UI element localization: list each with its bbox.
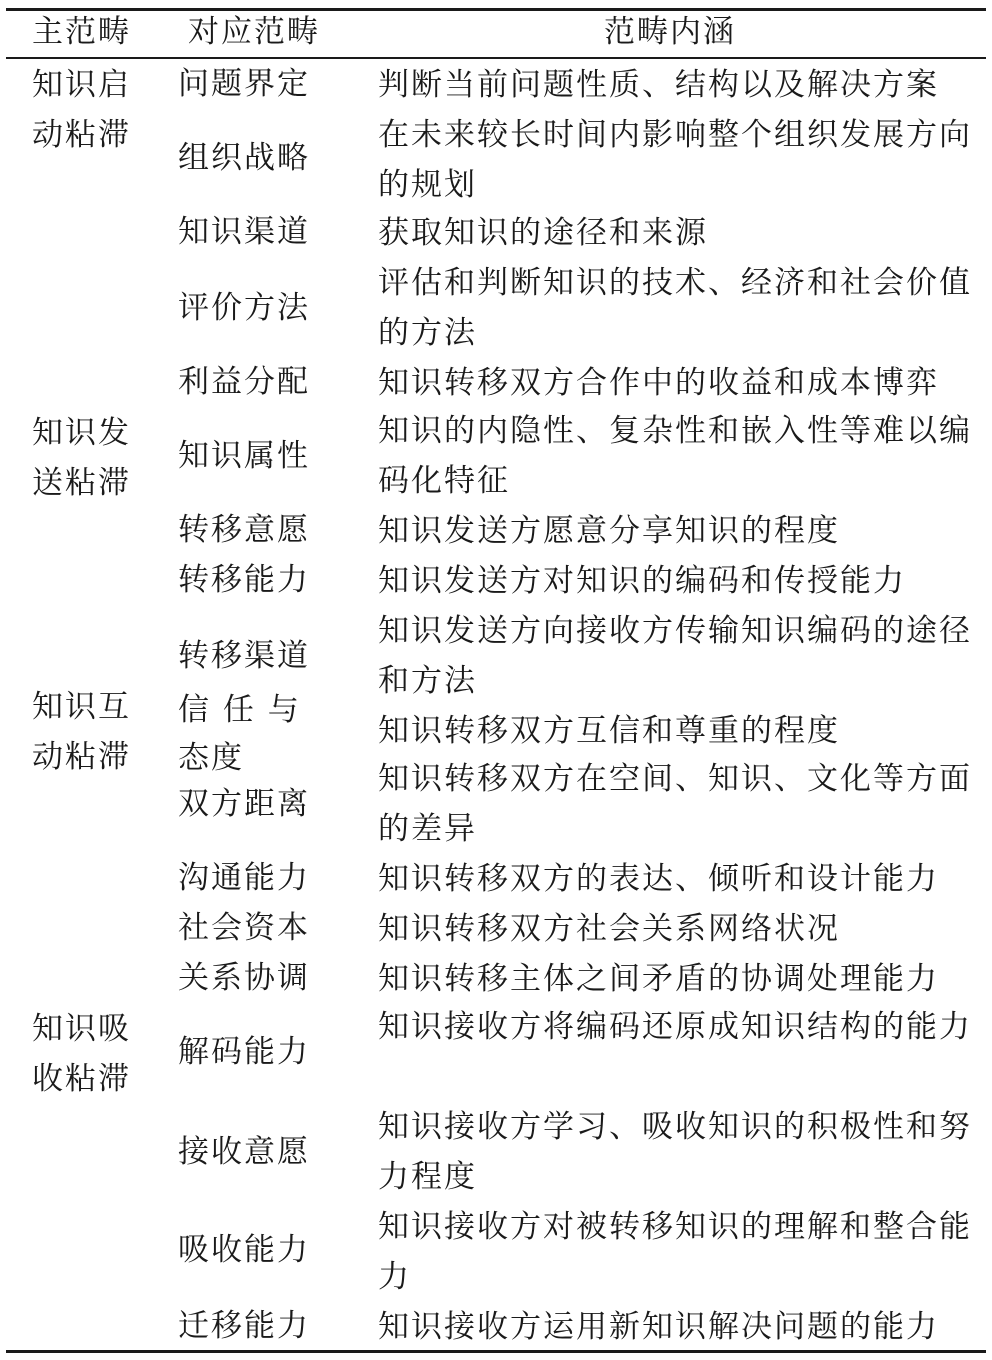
definition: 评估和判断知识的技术、经济和社会价值的方法 [378, 265, 972, 351]
sub-category: 接收意愿 [178, 1134, 310, 1170]
sub-category: 关系协调 [178, 960, 310, 996]
top-rule [6, 8, 986, 11]
sub-category: 问题界定 [178, 66, 310, 102]
definition: 在未来较长时间内影响整个组织发展方向的规划 [378, 117, 972, 203]
definition: 知识转移双方在空间、知识、文化等方面的差异 [378, 761, 972, 847]
sub-category: 解码能力 [178, 1034, 310, 1070]
definition: 知识接收方将编码还原成知识结构的能力 [378, 1009, 972, 1045]
header-def: 范畴内涵 [604, 14, 736, 50]
definition: 获取知识的途径和来源 [378, 215, 708, 251]
definition: 知识的内隐性、复杂性和嵌入性等难以编码化特征 [378, 413, 972, 499]
header-rule [6, 57, 986, 59]
definition: 知识发送方向接收方传输知识编码的途径和方法 [378, 613, 972, 699]
sub-category: 转移能力 [178, 562, 310, 598]
header-sub: 对应范畴 [188, 14, 320, 50]
definition: 知识转移双方社会关系网络状况 [378, 911, 840, 947]
main-category: 知识启动粘滞 [32, 67, 131, 153]
sub-category: 转移渠道 [178, 638, 310, 674]
sub-category: 社会资本 [178, 910, 310, 946]
definition: 知识发送方愿意分享知识的程度 [378, 513, 840, 549]
definition: 知识转移双方互信和尊重的程度 [378, 713, 840, 749]
sub-category: 沟通能力 [178, 860, 310, 896]
definition: 判断当前问题性质、结构以及解决方案 [378, 67, 939, 103]
sub-category: 组织战略 [178, 140, 310, 176]
main-category: 知识互动粘滞 [32, 689, 131, 775]
sub-category: 迁移能力 [178, 1308, 310, 1344]
definition: 知识接收方运用新知识解决问题的能力 [378, 1309, 939, 1345]
sub-category: 吸收能力 [178, 1232, 310, 1268]
sub-category: 转移意愿 [178, 512, 310, 548]
main-category: 知识发送粘滞 [32, 415, 131, 501]
sub-category: 知识属性 [178, 438, 310, 474]
definition: 知识转移双方的表达、倾听和设计能力 [378, 861, 939, 897]
definition: 知识接收方对被转移知识的理解和整合能力 [378, 1209, 972, 1295]
sub-category: 信 任 与 态度 [178, 692, 301, 776]
definition: 知识转移主体之间矛盾的协调处理能力 [378, 961, 939, 997]
definition: 知识接收方学习、吸收知识的积极性和努力程度 [378, 1109, 972, 1195]
header-main: 主范畴 [32, 14, 131, 50]
sub-category: 双方距离 [178, 786, 310, 822]
sub-category: 知识渠道 [178, 214, 310, 250]
sub-category: 利益分配 [178, 364, 310, 400]
definition: 知识发送方对知识的编码和传授能力 [378, 563, 906, 599]
sub-category: 评价方法 [178, 290, 310, 326]
definition: 知识转移双方合作中的收益和成本博弈 [378, 365, 939, 401]
main-category: 知识吸收粘滞 [32, 1011, 131, 1097]
